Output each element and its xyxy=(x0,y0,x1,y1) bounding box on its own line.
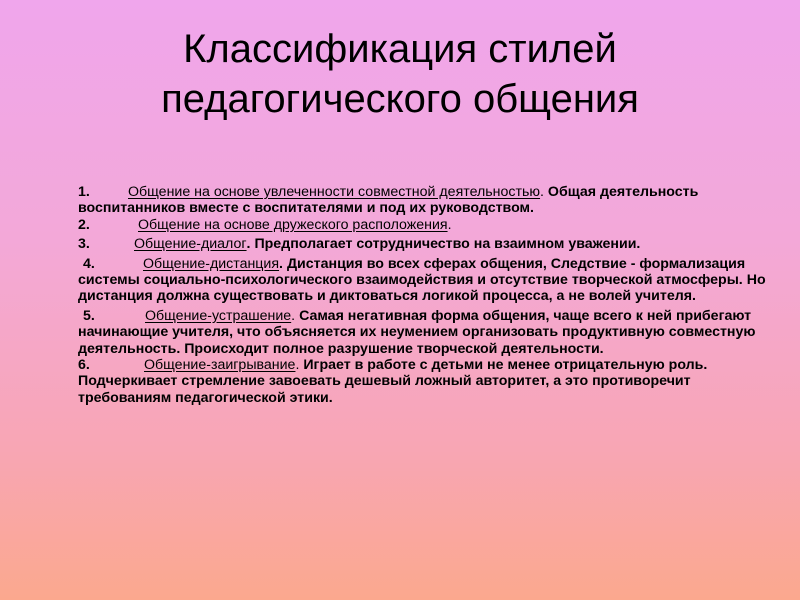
item-term-punct: . xyxy=(295,357,300,374)
item-number: 5. xyxy=(83,307,95,324)
item-term: Общение-дистанция xyxy=(143,255,280,272)
item-number: 2. xyxy=(78,216,90,233)
item-term: Общение-заигрывание xyxy=(144,357,296,374)
item-term: Общение-диалог xyxy=(134,236,247,253)
item-number: 4. xyxy=(83,255,95,272)
item-description: Самая негативная форма общения, чаще всего к ней прибегают начинающие учителя, что объясняется их неумением организовать продуктивную совместную деятельность. Происходит полное разрушение творческой деятельности. xyxy=(78,307,756,357)
item-number: 3. xyxy=(78,236,90,253)
item-term-punct: . xyxy=(447,216,452,233)
list-item xyxy=(78,217,768,233)
title-line-1: Классификация стилей xyxy=(183,27,617,71)
slide-title xyxy=(0,24,800,124)
item-number: 6. xyxy=(78,357,90,374)
item-term-punct: . xyxy=(291,307,296,324)
list-item xyxy=(78,357,768,406)
item-term-punct: . xyxy=(246,236,251,253)
list-item xyxy=(78,236,768,252)
item-term-punct: . xyxy=(279,255,283,272)
style-list xyxy=(78,184,768,406)
item-term: Общение на основе увлеченности совместной деятельностью xyxy=(128,184,541,200)
item-term: Общение-устрашение xyxy=(145,307,292,324)
item-description: Предполагает сотрудничество на взаимном уважении. xyxy=(250,236,641,253)
item-description: Играет в работе с детьми не менее отрицательную роль. Подчеркивает стремление завоевать дешевый ложный авторитет, а это противоречит требованиям педагогической этики. xyxy=(78,357,708,406)
list-item xyxy=(78,256,768,305)
item-description: Общая деятельность воспитанников вместе с воспитателями и под их руководством. xyxy=(78,184,699,217)
item-term-punct: . xyxy=(540,184,544,200)
item-number: 1. xyxy=(78,184,90,200)
list-item xyxy=(78,184,768,217)
list-item xyxy=(78,308,768,357)
item-description: Дистанция во всех сферах общения, Следствие - формализация системы социально-психологического взаимодействия и отсутствие творческой атмосферы. Но дистанция должна существовать и диктоваться логикой процесса, а не волей учителя. xyxy=(78,255,766,305)
title-line-2: педагогического общения xyxy=(161,77,639,121)
item-term: Общение на основе дружеского расположения xyxy=(138,216,448,233)
